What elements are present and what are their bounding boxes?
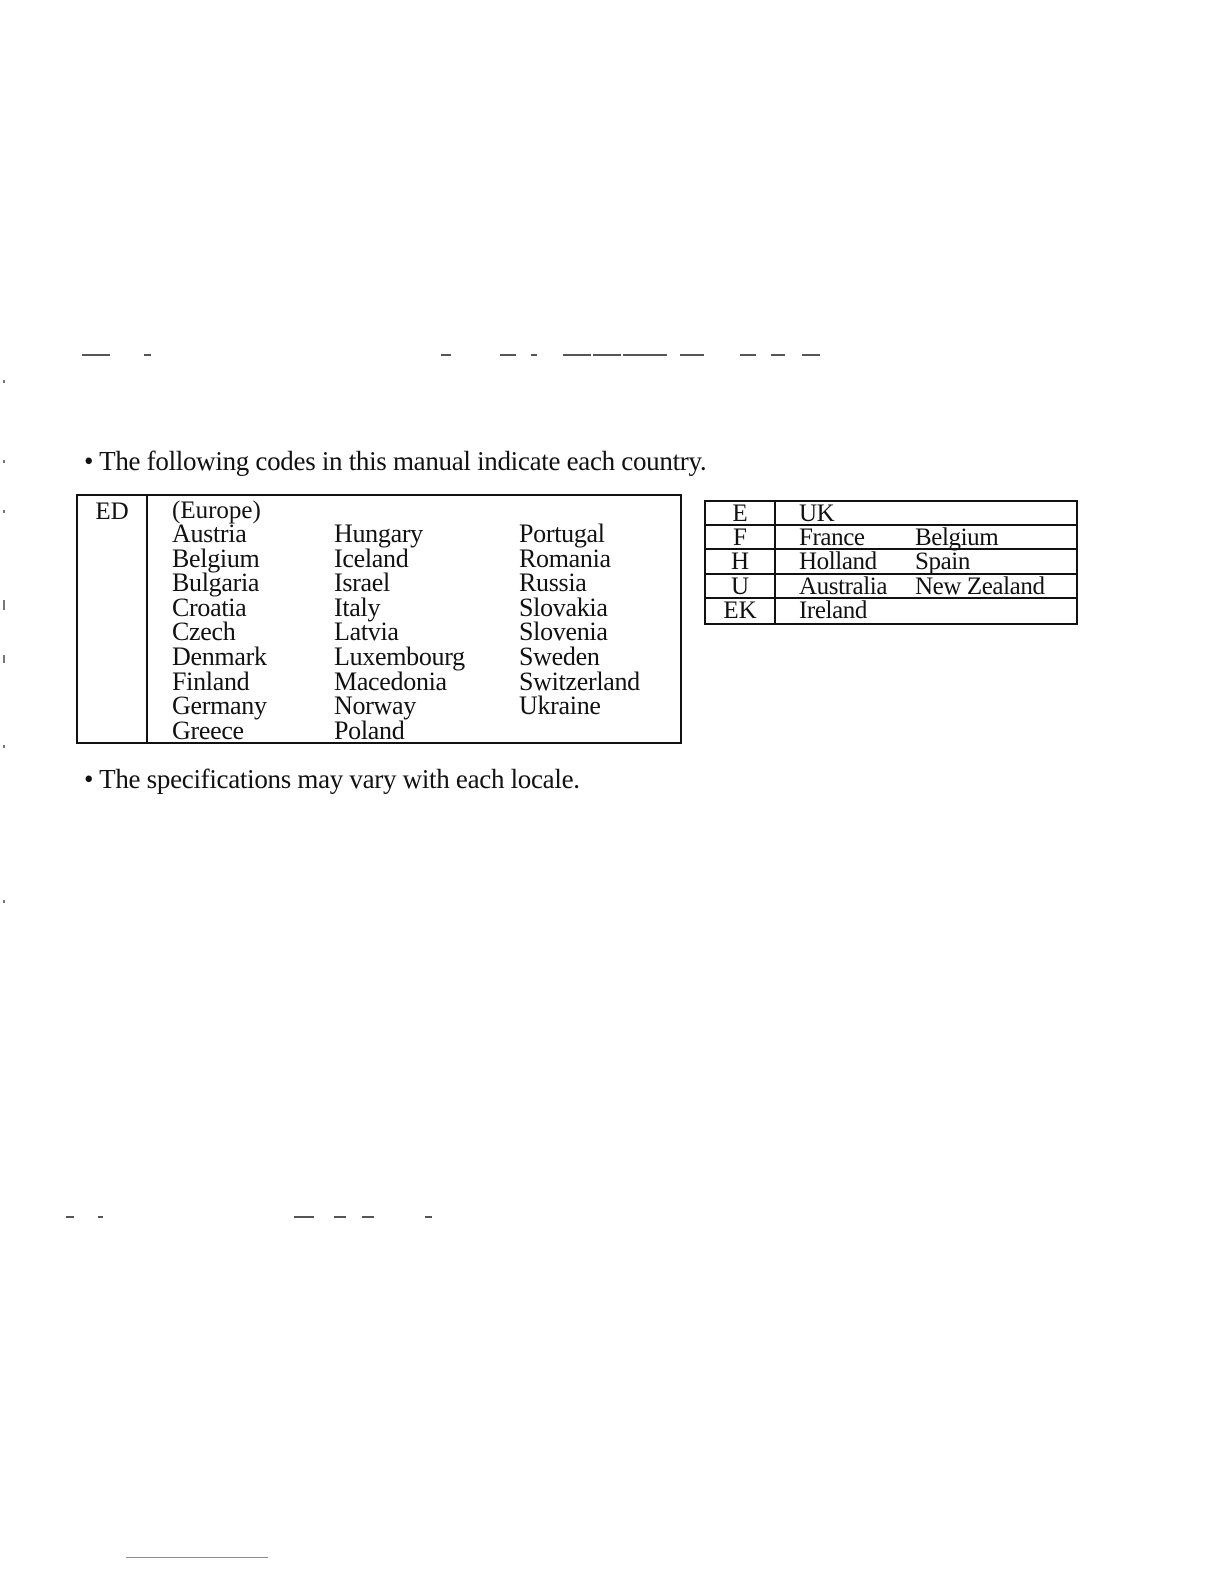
scan-artifact xyxy=(740,354,756,356)
country-name: Israel xyxy=(334,568,390,598)
country-name: Hungary xyxy=(334,519,423,548)
country-name: Slovenia xyxy=(519,617,608,647)
table-row xyxy=(706,596,1076,624)
country-name: Finland xyxy=(172,666,250,696)
country-code: U xyxy=(706,575,776,597)
scan-artifact xyxy=(441,354,451,356)
country-name: Belgium xyxy=(915,524,999,552)
country-column xyxy=(172,519,267,745)
country-name: Iceland xyxy=(334,543,409,573)
country-name: Denmark xyxy=(172,641,267,671)
table-row xyxy=(706,550,1076,574)
table-row xyxy=(706,572,1076,600)
region-code: ED xyxy=(78,496,148,742)
country-name: Poland xyxy=(334,715,405,745)
country-code: F xyxy=(706,526,776,548)
country-name: France xyxy=(799,524,865,552)
country-name: Ukraine xyxy=(519,691,601,721)
country-code: EK xyxy=(706,599,776,623)
scan-artifact xyxy=(3,745,5,748)
scan-artifact xyxy=(98,1216,103,1218)
country-name: Bulgaria xyxy=(172,568,260,598)
scan-artifact xyxy=(3,510,5,513)
country-name: Romania xyxy=(519,543,611,573)
country-name: Greece xyxy=(172,715,244,745)
scan-artifact xyxy=(3,460,5,463)
country-name: Portugal xyxy=(519,519,605,548)
bullet-icon: • xyxy=(84,446,94,476)
country-code-table xyxy=(704,500,1078,625)
specs-note xyxy=(84,763,580,795)
country-name: Czech xyxy=(172,617,236,647)
scan-artifact xyxy=(3,380,5,383)
country-name: Germany xyxy=(172,691,267,721)
country-name: Slovakia xyxy=(519,592,608,622)
scan-artifact xyxy=(3,655,5,663)
scan-artifact xyxy=(771,354,785,356)
country-code: H xyxy=(706,550,776,572)
country-name: Switzerland xyxy=(519,666,640,696)
country-name: Spain xyxy=(915,548,970,576)
bullet-icon: • xyxy=(84,764,94,794)
scan-artifact xyxy=(593,354,621,356)
scan-artifact xyxy=(500,354,516,356)
scan-artifact xyxy=(425,1216,432,1218)
country-name: Latvia xyxy=(334,617,399,647)
scan-artifact xyxy=(531,354,537,356)
scan-artifact xyxy=(144,354,151,356)
scan-artifact xyxy=(563,354,591,356)
country-name: Austria xyxy=(172,519,247,548)
region-label: (Europe) xyxy=(172,497,261,524)
scan-artifact xyxy=(3,600,5,610)
country-column xyxy=(519,519,640,721)
country-name: Holland xyxy=(799,548,877,576)
country-name: Australia xyxy=(799,572,888,600)
scan-artifact xyxy=(362,1216,374,1218)
country-name: Norway xyxy=(334,691,416,721)
country-column xyxy=(334,519,465,745)
country-name: Macedonia xyxy=(334,666,447,696)
scan-artifact xyxy=(680,354,704,356)
country-name: Croatia xyxy=(172,592,247,622)
table-row xyxy=(706,502,1076,526)
country-name: UK xyxy=(799,500,835,527)
europe-country-table xyxy=(76,494,682,744)
scan-artifact xyxy=(126,1557,268,1558)
scan-artifact xyxy=(623,354,667,356)
country-code: E xyxy=(706,502,776,524)
codes-intro-note xyxy=(84,445,706,477)
country-name: Sweden xyxy=(519,641,600,671)
table-row xyxy=(706,526,1076,550)
country-name: Ireland xyxy=(799,596,867,624)
country-name: Russia xyxy=(519,568,587,598)
scan-artifact xyxy=(294,1216,314,1218)
country-name: Belgium xyxy=(172,543,260,573)
scan-artifact xyxy=(3,900,5,903)
country-name: Luxembourg xyxy=(334,641,465,671)
scan-artifact xyxy=(66,1216,74,1218)
scan-artifact xyxy=(802,354,820,356)
codes-intro-text: The following codes in this manual indicate each country. xyxy=(99,446,707,476)
specs-text: The specifications may vary with each locale. xyxy=(99,764,580,794)
country-name: New Zealand xyxy=(915,572,1045,600)
scan-artifact xyxy=(334,1216,346,1218)
scan-artifact xyxy=(82,354,110,356)
country-name: Italy xyxy=(334,592,381,622)
